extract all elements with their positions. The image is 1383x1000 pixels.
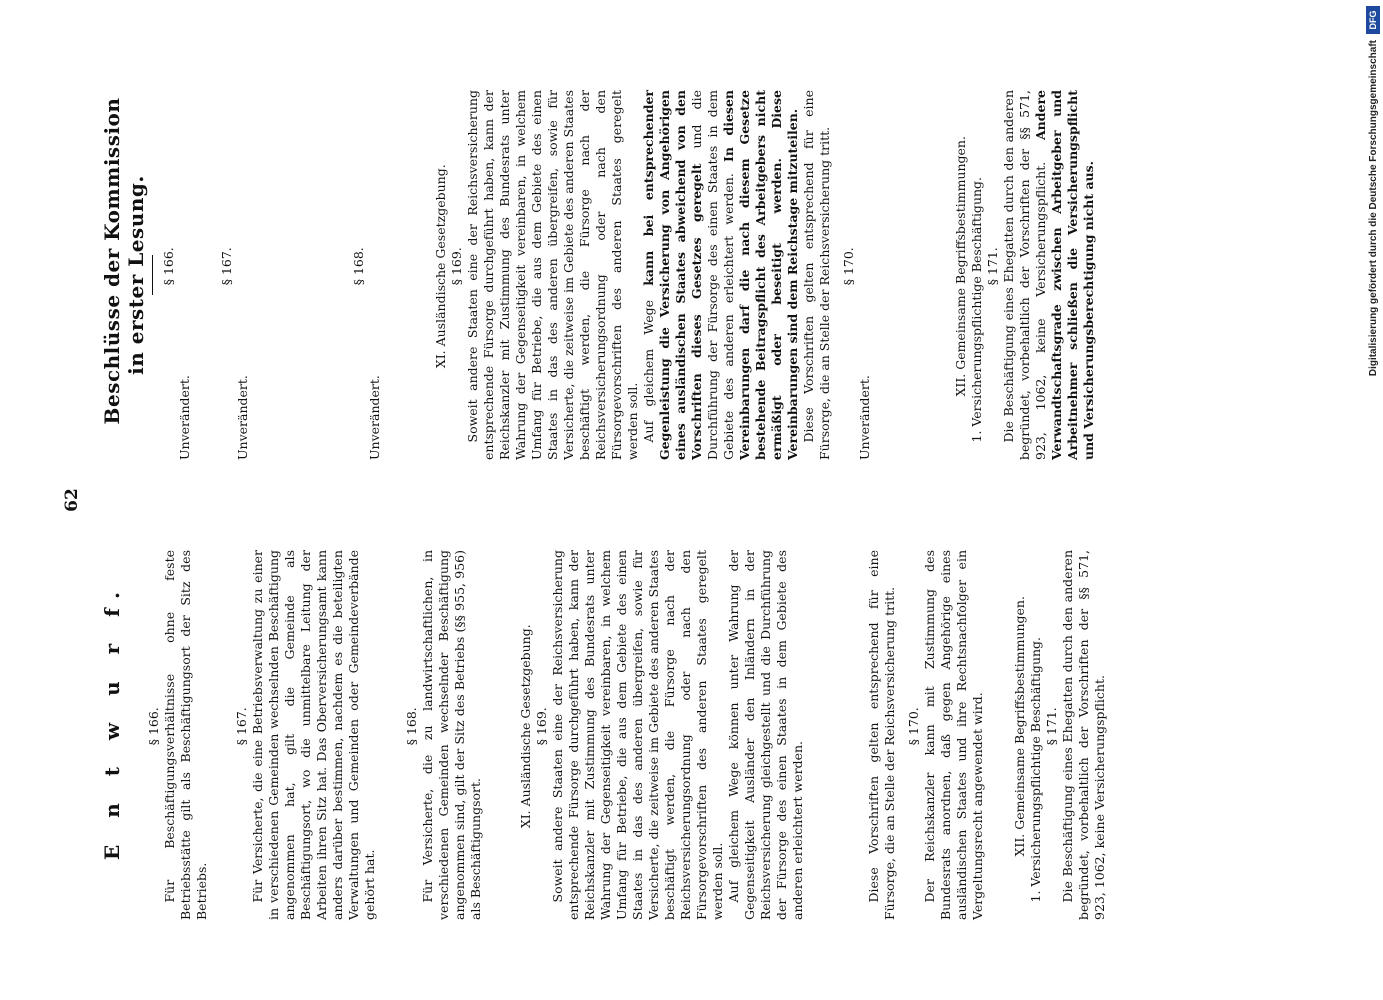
paragraph-text-169a: Soweit andere Staaten eine der Reichsversicherung entsprechende Fürsorge durchgeführt haben, kann der Reichskanzler mit Zustimmung des Bundesrats unter Wahrung der Gegenseitigkeit vereinbaren, in welchem Umfang für Betriebe, die aus dem Gebiete des einen Staates in das des anderen übergreifen, sowie für Versicherte, die zeitweise im Gebiete des anderen Staates beschäftigt werden, die Fürsorge nach der Reichsversicherungsordnung oder nach den Fürsorgevorschriften des anderen Staates geregelt werden soll. bbox=[550, 550, 725, 920]
paragraph-number-169: § 169. bbox=[534, 707, 549, 746]
section-heading-xii: XII. Gemeinsame Begriffsbestimmungen. bbox=[1012, 596, 1027, 857]
paragraph-number-170: § 170. bbox=[906, 707, 921, 746]
paragraph-text-170-r: Unverändert. bbox=[857, 375, 872, 460]
paragraph-text-169a-r: Soweit andere Staaten eine der Reichsversicherung entsprechende Fürsorge durchgeführt haben, kann der Reichskanzler mit Zustimmung des Bundesrats unter Wahrung der Gegenseitigkeit vereinbaren, in welchem Umfang für Betriebe, die aus dem Gebiete des einen Staates in das des anderen übergreifen, sowie für Versicherte, die zeitweise im Gebiete des anderen Staates beschäftigt werden, die Fürsorge nach der Reichsversicherungsordnung oder nach den Fürsorgevorschriften des anderen Staates geregelt werden soll. bbox=[465, 90, 640, 460]
paragraph-text-166: Für Beschäftigungsverhältnisse ohne feste Betriebsstätte gilt als Beschäftigungsort der Sitz des Betriebs. bbox=[162, 550, 209, 920]
paragraph-text-169b-r-amendment2: In diesen Vereinbarungen darf die nach diesem Gesetze bestehende Beitragspflicht des Arbeitgebers nicht ermäßigt oder beseitigt werden. Diese Vereinbarungen sind dem Reichstage mitzuteilen. bbox=[721, 90, 800, 460]
paragraph-text-170a: Diese Vorschriften gelten entsprechend für eine Fürsorge, die an Stelle der Reichsversicherung tritt. bbox=[866, 550, 897, 920]
paragraph-text-169b-r-part3: und die Durchführung der Fürsorge des einen Staates in dem Gebiete des anderen erleichtert werden. bbox=[689, 90, 736, 460]
column-heading-beschluesse: Beschlüsse der Kommission in erster Lesung. bbox=[100, 97, 148, 425]
paragraph-text-169b-r bbox=[641, 90, 801, 460]
paragraph-number-166-r: § 166. bbox=[161, 247, 176, 286]
paragraph-number-168-r: § 168. bbox=[351, 247, 366, 286]
paragraph-number-170-r: § 170. bbox=[841, 247, 856, 286]
section-heading-xi-r: XI. Ausländische Gesetzgebung. bbox=[433, 164, 448, 369]
paragraph-text-169b-r-part1: Auf gleichem Wege bbox=[641, 285, 656, 443]
paragraph-number-169-r: § 169. bbox=[449, 247, 464, 286]
section-heading-xii-r: XII. Gemeinsame Begriffsbestimmungen. bbox=[953, 136, 968, 397]
page-number: 62 bbox=[62, 488, 82, 512]
column-beschluesse bbox=[100, 90, 1097, 460]
paragraph-text-166-r: Unverändert. bbox=[177, 375, 192, 460]
section-heading-xi: XI. Ausländische Gesetzgebung. bbox=[518, 624, 533, 829]
paragraph-text-169b-r-amendment: kann bei entsprechender Gegenleistung die Versicherung von Angehörigen eines ausländischen Staates abweichend von den Vorschriften dieses Gesetzes geregelt bbox=[641, 90, 704, 460]
paragraph-text-171-r bbox=[1001, 90, 1097, 460]
paragraph-text-167-r: Unverändert. bbox=[235, 375, 250, 460]
digitization-credit: Digitalisierung gefördert durch die Deutsche Forschungsgemeinschaft bbox=[1368, 40, 1379, 377]
dfg-logo: DFG bbox=[1366, 6, 1380, 34]
paragraph-number-168: § 168. bbox=[404, 707, 419, 746]
paragraph-text-171-r-part1: Die Beschäftigung eines Ehegatten durch den anderen begründet, vorbehaltlich der Vorschriften der §§ 571, 923, 1062, keine Versicherungspflicht. bbox=[1001, 90, 1048, 460]
paragraph-number-167-r: § 167. bbox=[219, 247, 234, 286]
subsection-heading-1: 1. Versicherungspflichtige Beschäftigung. bbox=[1028, 636, 1043, 903]
paragraph-text-170b: Der Reichskanzler kann mit Zustimmung des Bundesrats anordnen, daß gegen Angehörige eines ausländischen Staates und ihre Rechtsnachfolger ein Vergeltungsrecht angewendet wird. bbox=[922, 550, 985, 920]
paragraph-number-171: § 171. bbox=[1044, 707, 1059, 746]
paragraph-text-167: Für Versicherte, die eine Betriebsverwaltung zu einer in verschiedenen Gemeinden wechselnden Beschäftigung angenommen hat, gilt die Gemeinde als Beschäftigungsort, wo die unmittelbare Leitung der Arbeiten ihren Sitz hat. Das Oberversicherungsamt kann anders darüber bestimmen, nachdem es die beteiligten Verwaltungen und Gemeinden oder Gemeindeverbände gehört hat. bbox=[250, 550, 377, 920]
paragraph-number-171-r: § 171. bbox=[985, 247, 1000, 286]
paragraph-text-168-r: Unverändert. bbox=[367, 375, 382, 460]
paragraph-text-169b: Auf gleichem Wege können unter Wahrung der Gegenseitigkeit Ausländer den Inländern in der Reichsversicherung gleichgestellt und die Durchführung der Fürsorge des einen Staates in dem Gebiete des anderen erleichtert werden. bbox=[726, 550, 805, 920]
paragraph-text-169c-r: Diese Vorschriften gelten entsprechend für eine Fürsorge, die an Stelle der Reichsversicherung tritt. bbox=[801, 90, 832, 460]
paragraph-text-168: Für Versicherte, die zu landwirtschaftlichen, in verschiedenen Gemeinden wechselnder Beschäftigung angenommen sind, gilt der Sitz des Betriebs (§§ 955, 956) als Beschäftigungsort. bbox=[420, 550, 483, 920]
paragraph-text-171: Die Beschäftigung eines Ehegatten durch den anderen begründet, vorbehaltlich der Vorschriften der §§ 571, 923, 1062, keine Versicherungspflicht. bbox=[1060, 550, 1107, 920]
column-heading-entwurf: E n t w u r f. bbox=[100, 582, 124, 860]
paragraph-text-171-r-amendment: Andere Verwandtschaftsgrade zwischen Arbeitgeber und Arbeitnehmer schließen die Versicherungspflicht und Versicherungsberechtigung nicht aus. bbox=[1033, 90, 1096, 460]
column-entwurf bbox=[100, 550, 1108, 920]
paragraph-number-167: § 167. bbox=[234, 707, 249, 746]
paragraph-number-166: § 166. bbox=[146, 707, 161, 746]
subsection-heading-1-r: 1. Versicherungspflichtige Beschäftigung. bbox=[969, 176, 984, 443]
